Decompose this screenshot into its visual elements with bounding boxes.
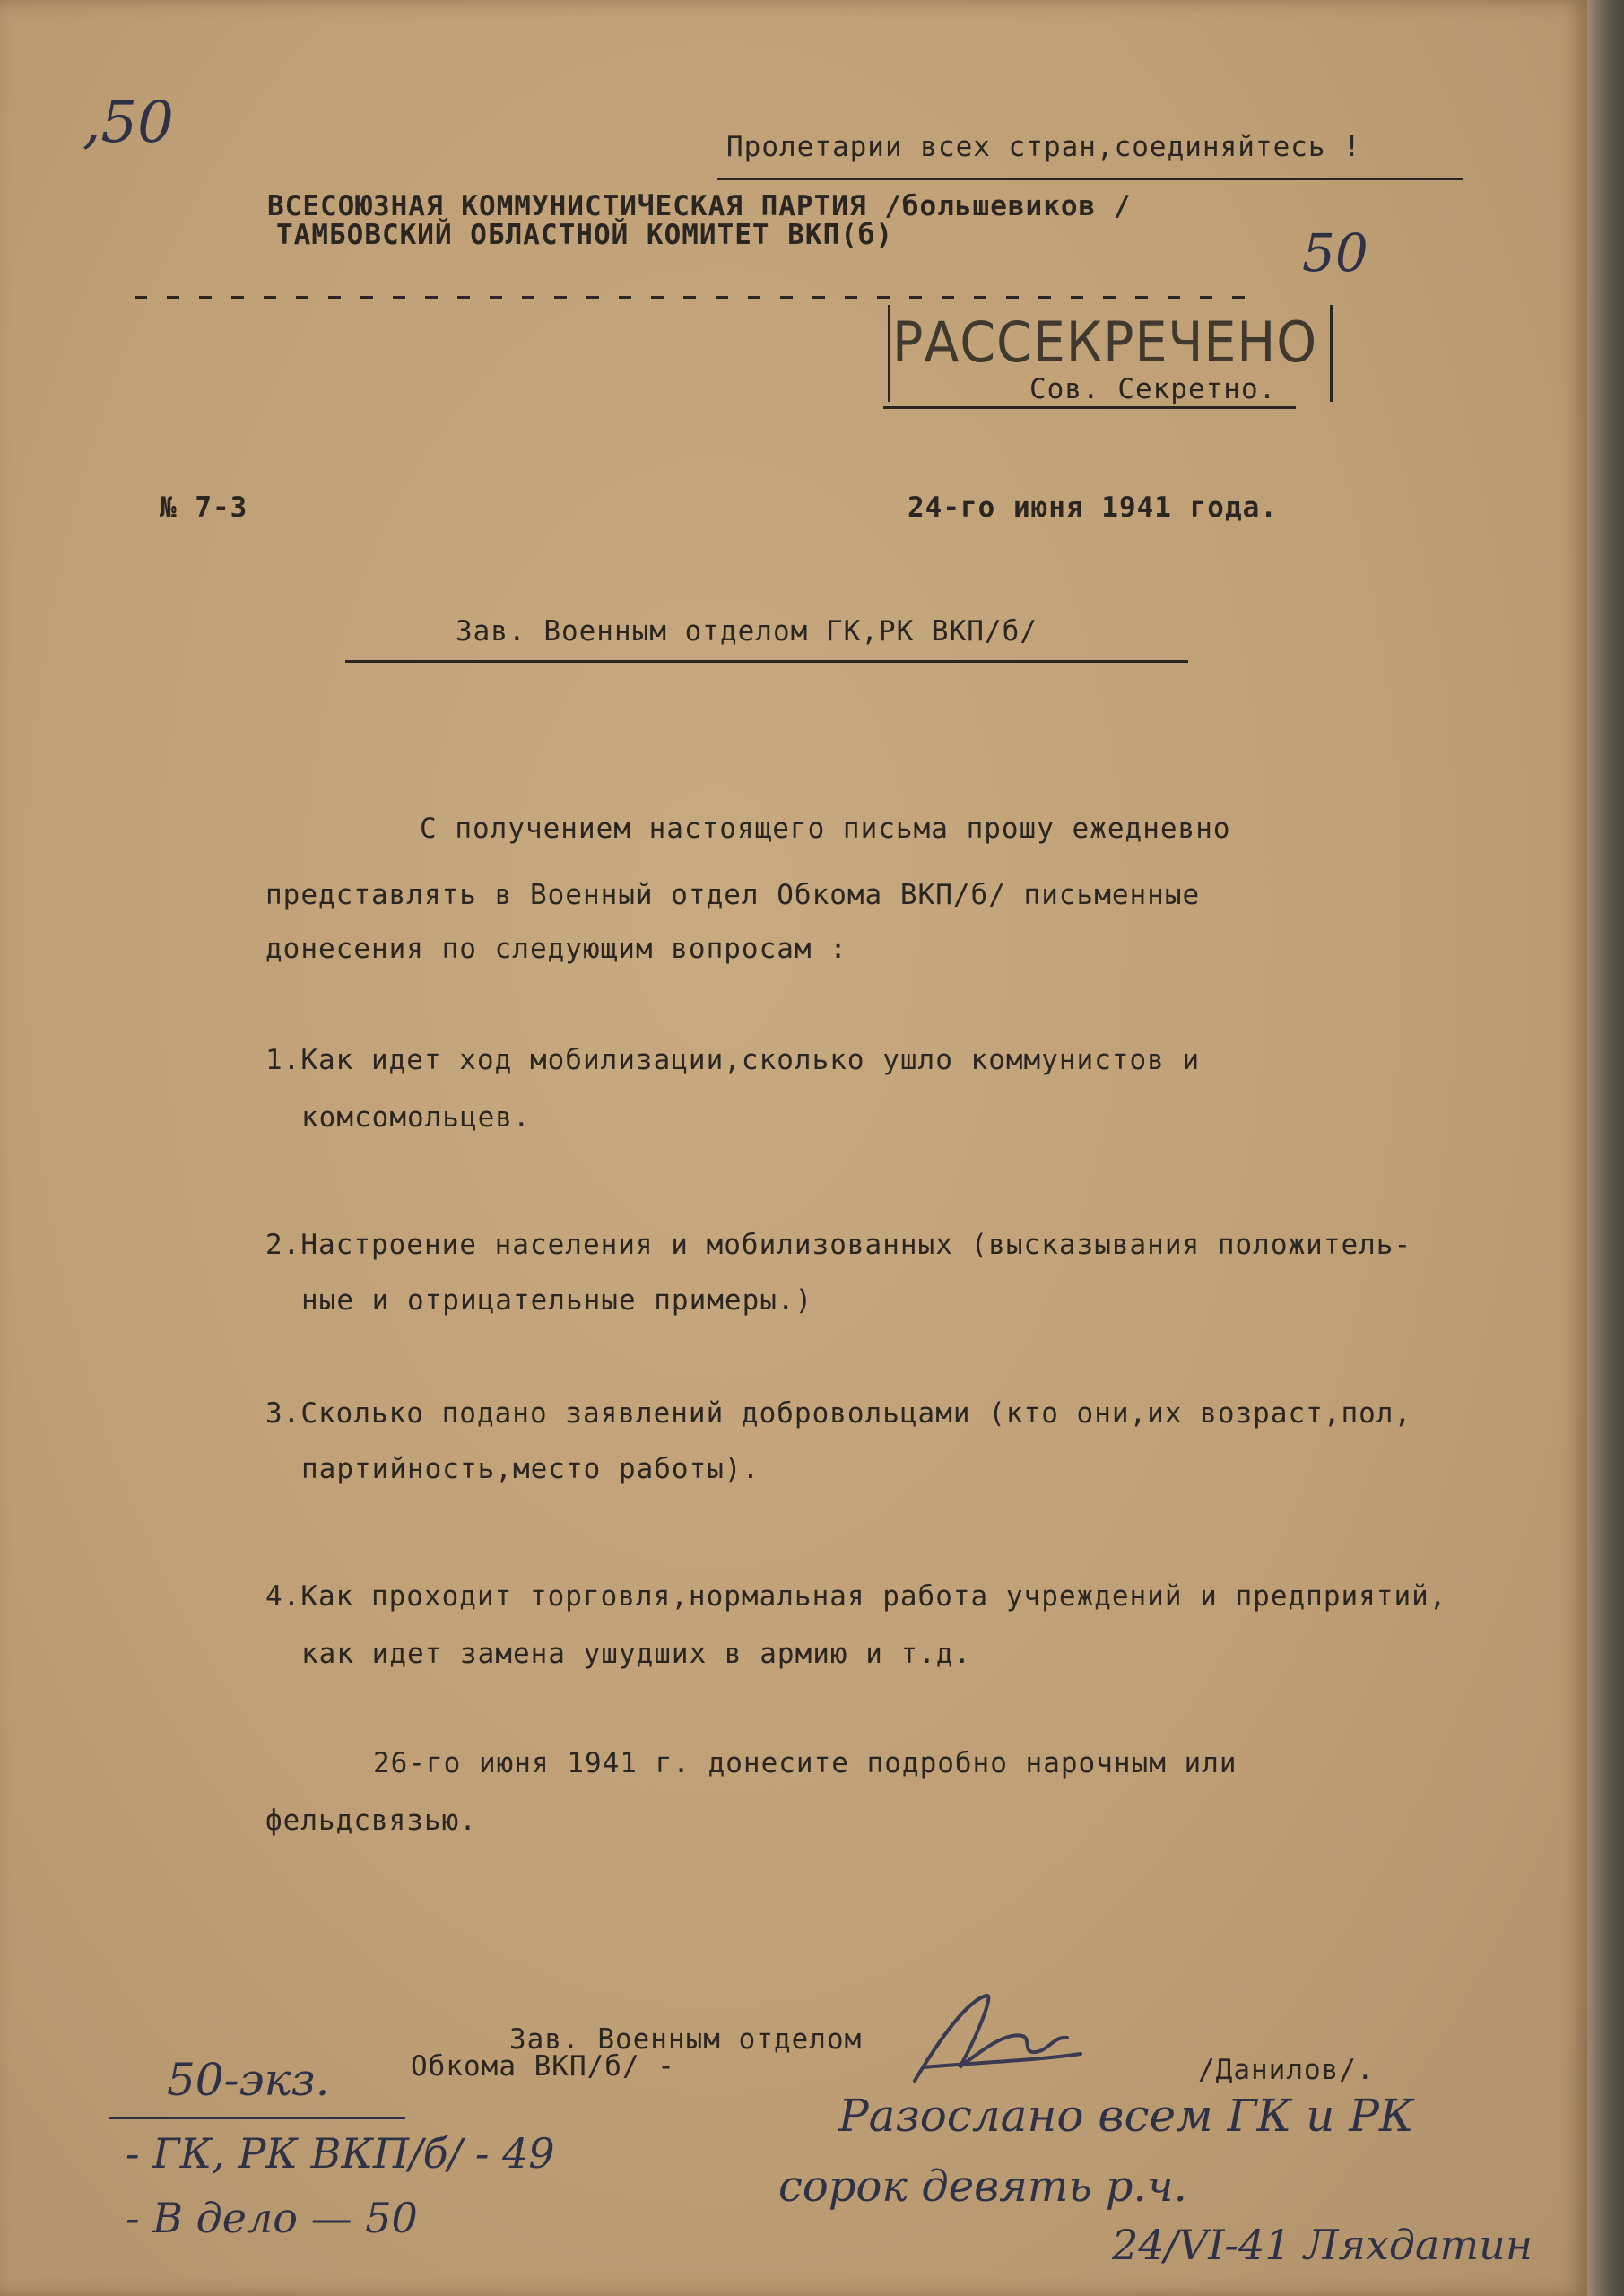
document-date: 24-го июня 1941 года. <box>908 491 1278 524</box>
header-line-1: ВСЕСОЮЗНАЯ КОММУНИСТИЧЕСКАЯ ПАРТИЯ /большевиков / <box>267 190 1132 222</box>
handwritten-number-top-left: ,50 <box>83 90 174 156</box>
closing-line-1: 26-го июня 1941 г. донесите подробно нарочным или <box>373 1747 1238 1779</box>
closing-line-2: фельдсвязью. <box>265 1805 477 1837</box>
handwritten-note-1: Разослано всем ГК и РК <box>838 2090 1414 2142</box>
document-number: № 7-3 <box>160 491 248 524</box>
item-3-line-2: партийность,место работы). <box>301 1453 760 1485</box>
intro-line-1: С получением настоящего письма прошу ежедневно <box>420 813 1231 845</box>
item-1-line-2: комсомольцев. <box>301 1101 531 1134</box>
item-3-line-1: 3.Сколько подано заявлений добровольцами (кто они,их возраст,пол, <box>265 1397 1412 1430</box>
slogan: Пролетарии всех стран,соединяйтесь ! <box>726 131 1361 163</box>
handwritten-distribution-2: - В дело — 50 <box>126 2194 418 2242</box>
addressee-underline <box>345 660 1188 663</box>
signature-title-2: Обкома ВКП/б/ - <box>411 2050 675 2083</box>
handwritten-note-3: 24/VI-41 Ляхдатин <box>1112 2221 1533 2269</box>
item-2-line-2: ные и отрицательные примеры.) <box>301 1284 813 1317</box>
addressee: Зав. Военным отделом ГК,РК ВКП/б/ <box>456 615 1038 648</box>
declassified-stamp: РАССЕКРЕЧЕНО <box>892 309 1318 375</box>
intro-line-2: представлять в Военный отдел Обкома ВКП/б/ письменные <box>265 879 1201 911</box>
copies-underline <box>109 2117 405 2119</box>
handwritten-distribution-1: - ГК, РК ВКП/б/ - 49 <box>126 2129 555 2178</box>
signature-scribble <box>888 1982 1094 2099</box>
page-edge <box>1587 0 1624 2296</box>
slogan-underline <box>717 178 1463 180</box>
classification-mark: Сов. Секретно. <box>1029 373 1277 405</box>
handwritten-copies: 50-экз. <box>167 2054 330 2106</box>
handwritten-note-2: сорок девять р.ч. <box>778 2161 1187 2212</box>
handwritten-number-top-right: 50 <box>1302 222 1368 283</box>
header-line-2: ТАМБОВСКИЙ ОБЛАСТНОЙ КОМИТЕТ ВКП(б) <box>276 219 894 251</box>
signature-name: /Данилов/. <box>1198 2054 1375 2086</box>
signature-title-1: Зав. Военным отделом <box>509 2023 863 2056</box>
intro-line-3: донесения по следующим вопросам : <box>265 933 847 965</box>
item-1-line-1: 1.Как идет ход мобилизации,сколько ушло коммунистов и <box>265 1044 1201 1076</box>
item-2-line-1: 2.Настроение населения и мобилизованных (высказывания положитель- <box>265 1229 1412 1261</box>
item-4-line-2: как идет замена ушудших в армию и т.д. <box>301 1638 972 1670</box>
classification-underline <box>883 406 1296 409</box>
item-4-line-1: 4.Как проходит торговля,нормальная работа учреждений и предприятий, <box>265 1580 1447 1613</box>
header-divider <box>135 296 1255 299</box>
